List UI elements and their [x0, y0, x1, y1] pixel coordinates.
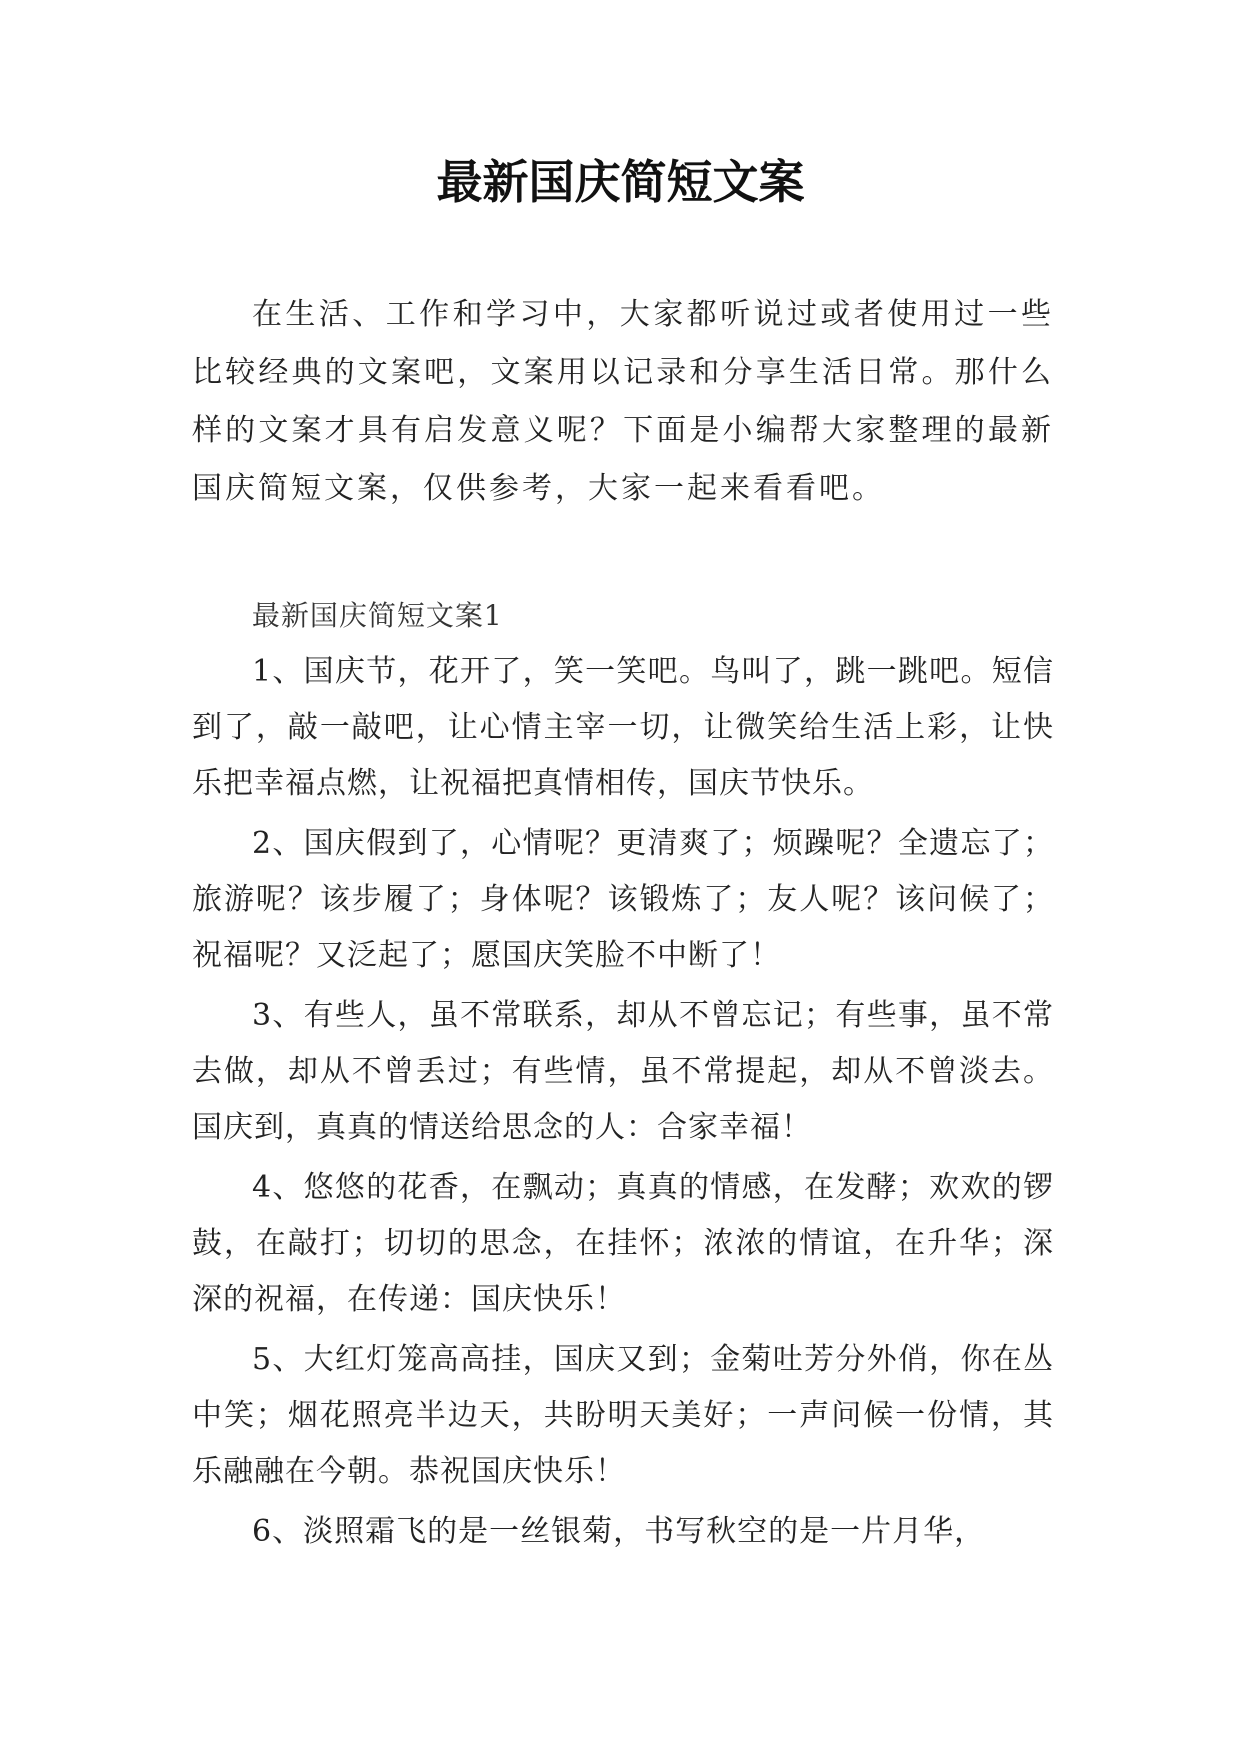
intro-paragraph: 在生活、工作和学习中，大家都听说过或者使用过一些比较经典的文案吧，文案用以记录和分享生活日常。那什么样的文案才具有启发意义呢？下面是小编帮大家整理的最新国庆简短文案，仅供参考，大家一起来看看吧。: [192, 297, 1054, 506]
entry-paragraph-3: 3、有些人，虽不常联系，却从不曾忘记；有些事，虽不常去做，却从不曾丢过；有些情，虽不常提起，却从不曾淡去。国庆到，真真的情送给思念的人：合家幸福！: [192, 998, 1054, 1145]
entry-paragraph-5: 5、大红灯笼高高挂，国庆又到；金菊吐芳分外俏，你在丛中笑；烟花照亮半边天，共盼明天美好；一声问候一份情，其乐融融在今朝。恭祝国庆快乐！: [192, 1342, 1054, 1489]
entry-paragraph-4: 4、悠悠的花香，在飘动；真真的情感，在发酵；欢欢的锣鼓，在敲打；切切的思念，在挂怀；浓浓的情谊，在升华；深深的祝福，在传递：国庆快乐！: [192, 1170, 1054, 1317]
entry-paragraph-6: 6、淡照霜飞的是一丝银菊，书写秋空的是一片月华，: [252, 1514, 986, 1549]
entry-paragraph-2: 2、国庆假到了，心情呢？更清爽了；烦躁呢？全遗忘了；旅游呢？该步履了；身体呢？该锻炼了；友人呢？该问候了；祝福呢？又泛起了；愿国庆笑脸不中断了！: [192, 826, 1054, 973]
document-body: [192, 286, 1054, 1560]
document-title: 最新国庆简短文案: [436, 155, 805, 209]
entry-paragraph-1: 1、国庆节，花开了，笑一笑吧。鸟叫了，跳一跳吧。短信到了，敲一敲吧，让心情主宰一切，让微笑给生活上彩，让快乐把幸福点燃，让祝福把真情相传，国庆节快乐。: [192, 654, 1054, 801]
section-heading: 最新国庆简短文案1: [251, 599, 503, 632]
